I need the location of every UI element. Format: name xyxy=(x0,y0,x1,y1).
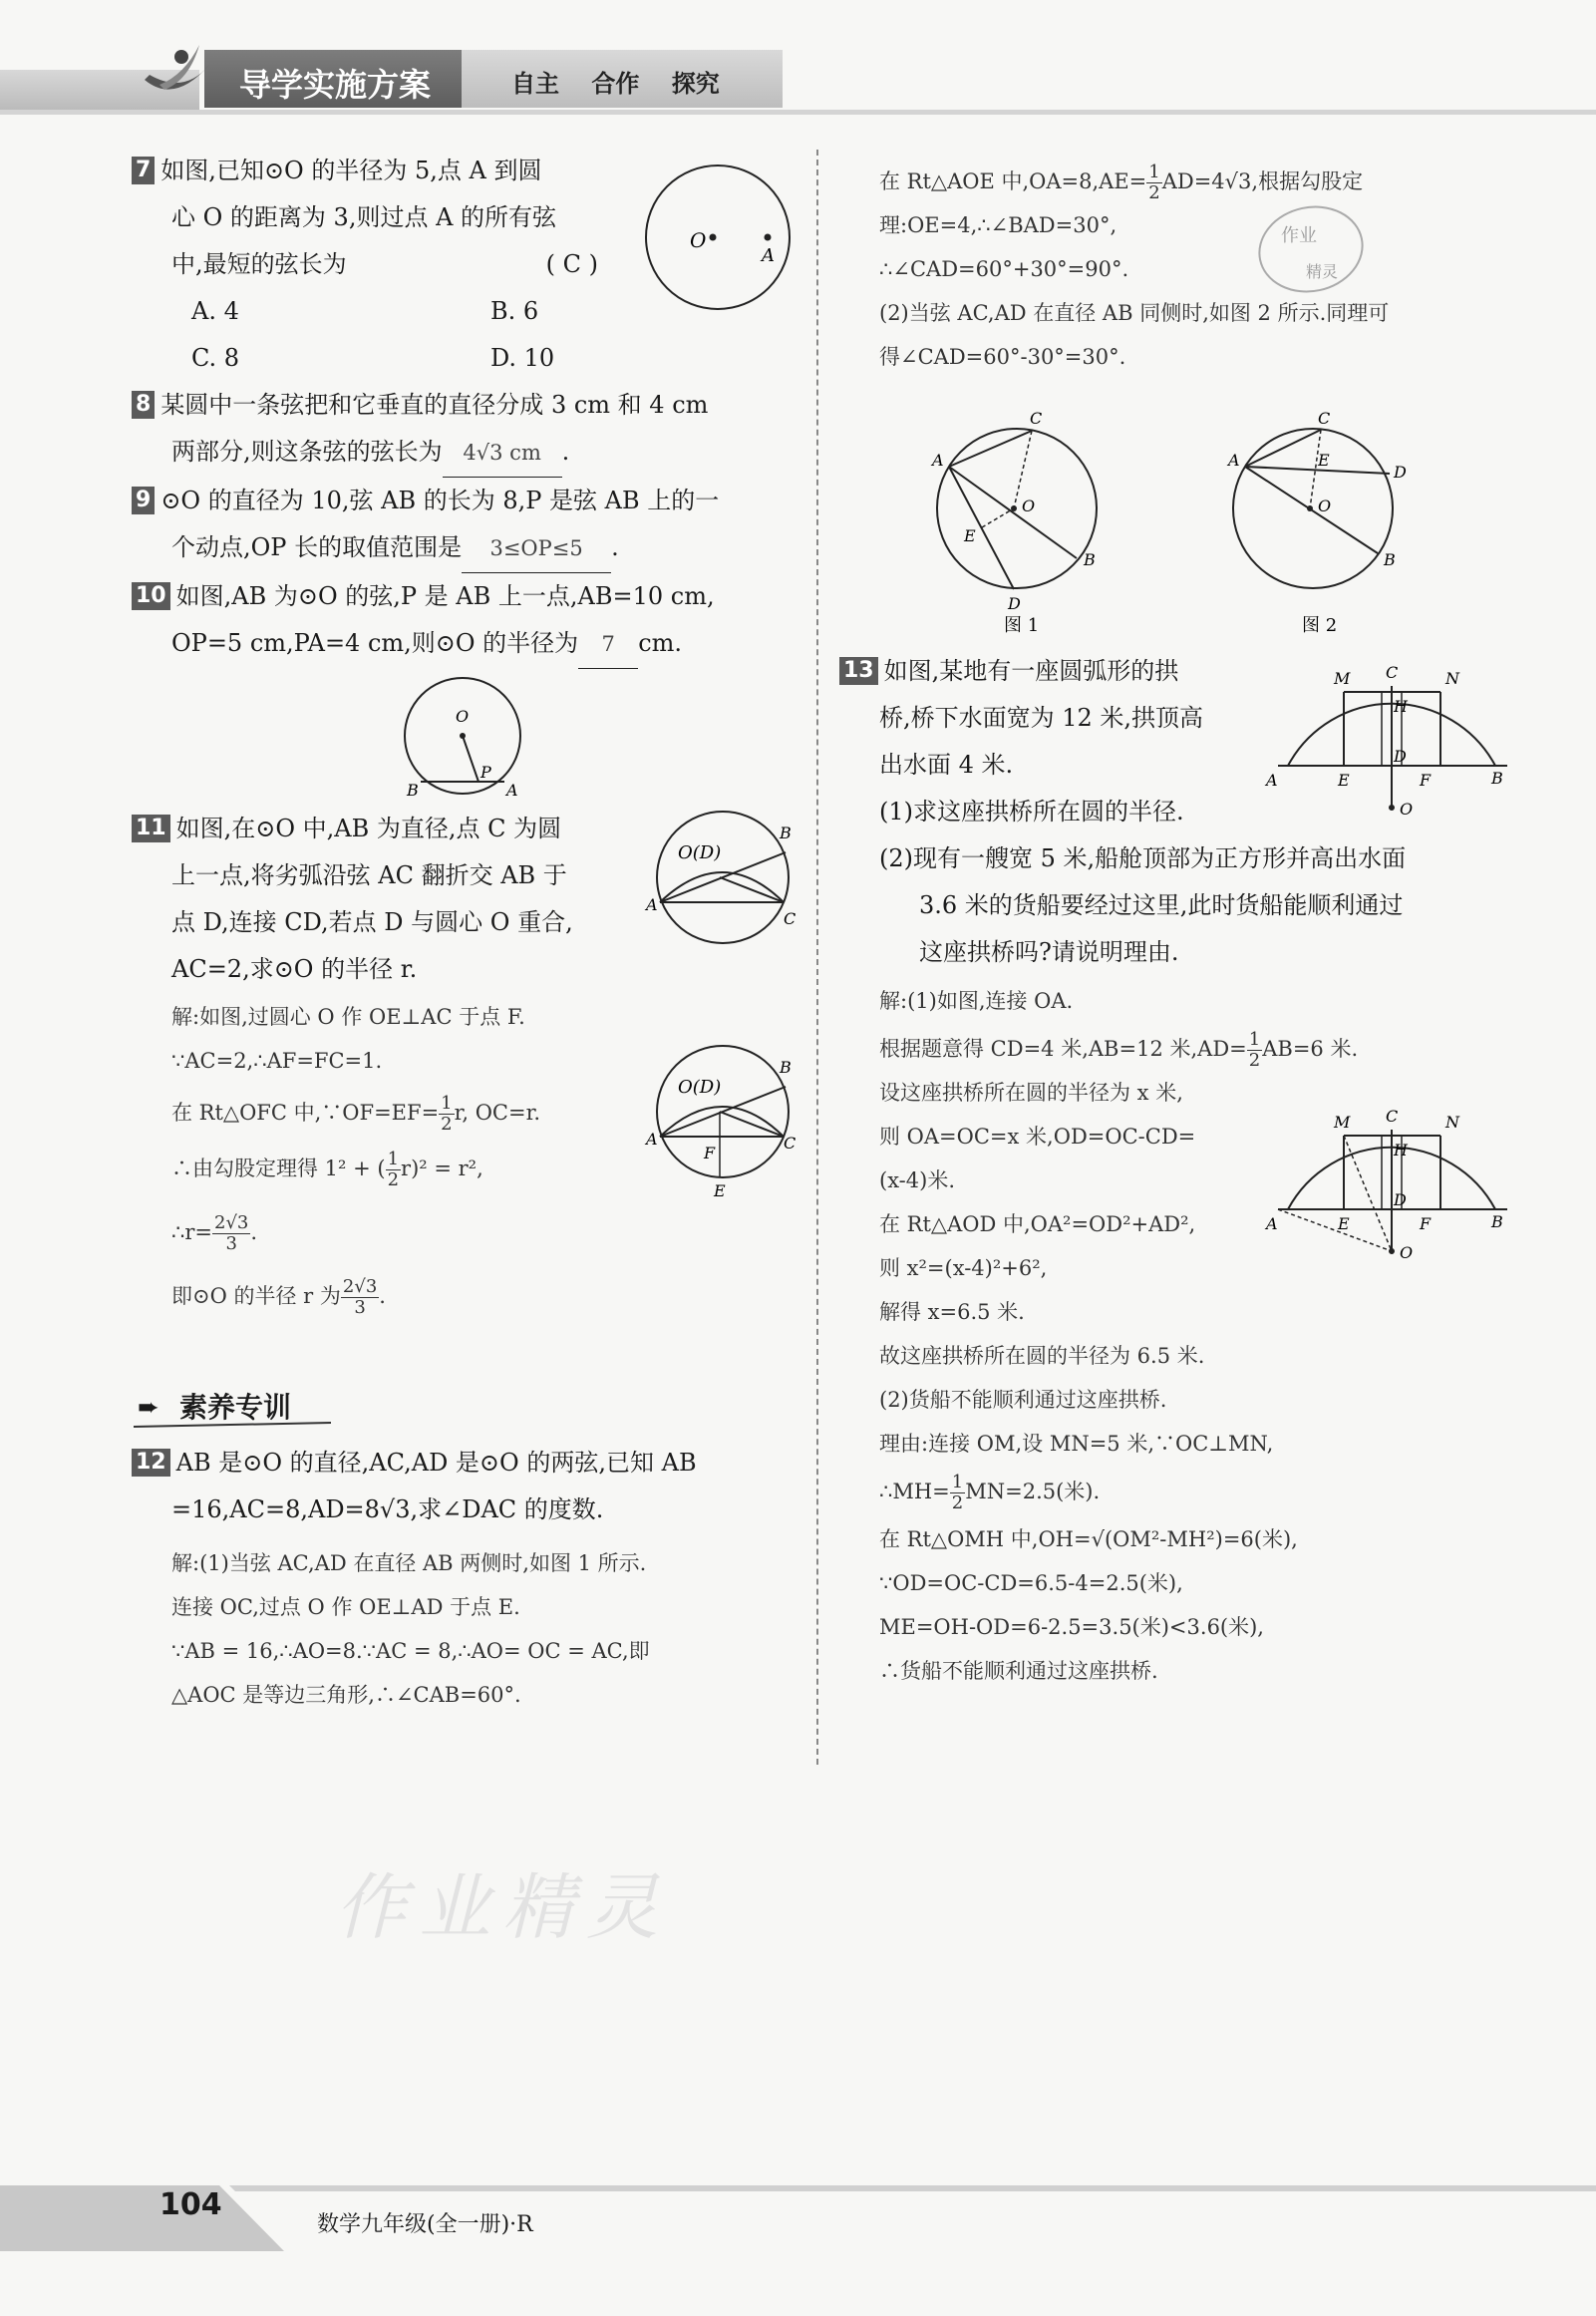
label-b: B xyxy=(780,824,792,842)
numerator: 2√3 xyxy=(342,1276,378,1297)
q13-line6: 3.6 米的货船要经过这里,此时货船能顺利通过 xyxy=(919,891,1404,919)
q8-line1: 某圆中一条弦把和它垂直的直径分成 3 cm 和 4 cm xyxy=(160,391,709,419)
q11-solution-line4: ∴由勾股定理得 1² + ( xyxy=(171,1157,386,1180)
watermark: 作业精灵 xyxy=(335,1865,671,1949)
label-c: C xyxy=(1386,663,1399,682)
q13-bridge-figure-2 xyxy=(1266,1102,1515,1276)
q12-line2: =16,AC=8,AD=8√3,求∠DAC 的度数. xyxy=(171,1495,604,1523)
q13-solution-line7: 则 x²=(x-4)²+6², xyxy=(879,1256,1048,1280)
label-e: E xyxy=(714,1181,726,1200)
label-o: O xyxy=(1318,496,1332,515)
column-divider xyxy=(816,150,818,1765)
q12-solution-line5: 在 Rt△AOE 中,OA=8,AE= xyxy=(879,169,1147,193)
q10-line2: OP=5 cm,PA=4 cm,则⊙O 的半径为 xyxy=(171,629,579,657)
label-c: C xyxy=(1386,1107,1399,1126)
label-m: M xyxy=(1334,1113,1351,1132)
q13-solution-line9: 故这座拱桥所在圆的半径为 6.5 米. xyxy=(879,1344,1205,1368)
label-a: A xyxy=(1266,1214,1278,1233)
q13-solution-line2: 根据题意得 CD=4 米,AB=12 米,AD= xyxy=(879,1037,1247,1061)
q7-line1: 如图,已知⊙O 的半径为 5,点 A 到圆 xyxy=(160,157,542,184)
question-number: 13 xyxy=(839,657,878,685)
q12-line1: AB 是⊙O 的直径,AC,AD 是⊙O 的两弦,已知 AB xyxy=(175,1449,697,1477)
label-c: C xyxy=(784,1134,797,1153)
question-8 xyxy=(132,382,799,478)
q11-circle-figure-1 xyxy=(648,803,798,952)
label-p: P xyxy=(480,763,491,782)
q13-solution-line13: 在 Rt△OMH 中,OH=√(OM²-MH²)=6(米), xyxy=(879,1527,1298,1551)
header-title: 导学实施方案 xyxy=(239,66,432,104)
q12-solution-line3: ∵AB = 16,∴AO=8.∵AC = 8,∴AO= OC = AC,即 xyxy=(171,1639,650,1663)
label-d: D xyxy=(1394,747,1407,766)
label-h: H xyxy=(1394,1141,1408,1159)
fraction xyxy=(341,1277,379,1318)
footer-bar xyxy=(0,2171,1596,2251)
fraction xyxy=(386,1150,401,1190)
fraction xyxy=(1247,1030,1262,1071)
numerator: 1 xyxy=(1248,1029,1261,1050)
label-o: O xyxy=(456,707,470,726)
q13-line1: 如图,某地有一座圆弧形的拱 xyxy=(883,657,1179,685)
label-e: E xyxy=(1338,771,1350,790)
label-f: F xyxy=(1420,1214,1432,1233)
section-header xyxy=(132,1389,341,1427)
stamp-seal xyxy=(1251,199,1371,299)
q13-solution-line16: ∴货船不能顺利通过这座拱桥. xyxy=(879,1659,1158,1683)
question-number: 10 xyxy=(132,582,170,610)
q12-solution-line1: 解:(1)当弦 AC,AD 在直径 AB 两侧时,如图 1 所示. xyxy=(171,1551,647,1575)
q8-answer: 4√3 cm xyxy=(443,430,562,478)
q12-solution-line2: 连接 OC,过点 O 作 OE⊥AD 于点 E. xyxy=(171,1595,520,1619)
fraction xyxy=(1146,163,1161,203)
q12-solution-line4: △AOC 是等边三角形,∴∠CAB=60°. xyxy=(171,1683,521,1707)
denominator: 2 xyxy=(387,1169,400,1190)
question-10 xyxy=(132,573,799,669)
q13-solution-line12-end: MN=2.5(米). xyxy=(965,1480,1101,1503)
q7-line2: 心 O 的距离为 3,则过点 A 的所有弦 xyxy=(171,203,557,231)
numerator: 2√3 xyxy=(214,1212,249,1233)
section-underline xyxy=(132,1419,341,1429)
q11-solution-line1: 解:如图,过圆心 O 作 OE⊥AC 于点 F. xyxy=(171,1005,525,1029)
label-d: D xyxy=(1008,594,1021,613)
label-o: O xyxy=(690,228,707,252)
q13-line5: (2)现有一艘宽 5 米,船舱顶部为正方形并高出水面 xyxy=(879,844,1407,872)
label-a: A xyxy=(762,245,775,266)
q13-solution-line12: ∴MH= xyxy=(879,1480,950,1503)
q12-figure-1 xyxy=(922,404,1121,643)
q13-solution-line4: 则 OA=OC=x 米,OD=OC-CD= xyxy=(879,1125,1196,1149)
label-e: E xyxy=(1318,451,1330,470)
label-b: B xyxy=(1384,550,1396,569)
logo-icon xyxy=(140,35,219,115)
q13-line4: (1)求这座拱桥所在圆的半径. xyxy=(879,798,1184,826)
footer-text: 数学九年级(全一册)·R xyxy=(317,2212,533,2237)
q13-solution xyxy=(879,979,1557,1693)
label-d: D xyxy=(1394,1190,1407,1209)
figure-2-caption: 图 2 xyxy=(1302,615,1338,636)
q13-solution-line2-end: AB=6 米. xyxy=(1262,1037,1359,1061)
q13-solution-line5: (x-4)米. xyxy=(879,1168,955,1192)
q13-bridge-figure-1 xyxy=(1266,658,1515,832)
label-e: E xyxy=(1338,1214,1350,1233)
denominator: 2 xyxy=(1248,1050,1261,1071)
figure-1-caption: 图 1 xyxy=(1004,615,1040,636)
label-a: A xyxy=(646,895,658,914)
q10-answer: 7 xyxy=(578,621,638,669)
denominator: 2 xyxy=(951,1492,964,1513)
q7-option-b: B. 6 xyxy=(490,297,539,325)
question-number: 7 xyxy=(132,157,155,184)
label-c: C xyxy=(1030,409,1043,428)
q13-solution-line1: 解:(1)如图,连接 OA. xyxy=(879,989,1074,1013)
question-13 xyxy=(839,648,1268,835)
label-n: N xyxy=(1445,1113,1459,1132)
label-od: O(D) xyxy=(678,1077,722,1098)
label-c: C xyxy=(1318,409,1331,428)
arrow-icon: ➨ xyxy=(138,1393,160,1423)
page-number: 104 xyxy=(160,2187,222,2222)
label-a: A xyxy=(1266,771,1278,790)
denominator: 2 xyxy=(441,1114,453,1135)
label-m: M xyxy=(1334,669,1351,688)
q13-solution-line15: ME=OH-OD=6-2.5=3.5(米)<3.6(米), xyxy=(879,1615,1264,1639)
q9-answer: 3≤OP≤5 xyxy=(462,525,611,573)
q7-line3: 中,最短的弦长为 xyxy=(171,250,347,278)
label-b: B xyxy=(1491,769,1503,788)
q11-solution-line3-end: r, OC=r. xyxy=(454,1101,540,1125)
label-h: H xyxy=(1394,697,1408,716)
question-11 xyxy=(132,806,650,993)
q8-line2: 两部分,则这条弦的弦长为 xyxy=(171,438,443,466)
label-c: C xyxy=(784,909,797,928)
header-divider xyxy=(0,110,1596,115)
q8-end: . xyxy=(561,438,570,466)
label-b: B xyxy=(407,781,419,800)
q12-solution-line6: 理:OE=4,∴∠BAD=30°, xyxy=(879,213,1117,237)
denominator: 3 xyxy=(354,1297,366,1318)
q13-solution-line14: ∵OD=OC-CD=6.5-4=2.5(米), xyxy=(879,1571,1183,1595)
label-f: F xyxy=(704,1144,716,1162)
label-b: B xyxy=(1491,1212,1503,1231)
q11-line3: 点 D,连接 CD,若点 D 与圆心 O 重合, xyxy=(171,908,573,936)
q12-figure-2 xyxy=(1218,404,1418,643)
numerator: 1 xyxy=(441,1093,453,1114)
question-number: 8 xyxy=(132,391,155,419)
label-f: F xyxy=(1420,771,1432,790)
q9-end: . xyxy=(611,533,619,561)
question-number: 9 xyxy=(132,487,155,514)
q7-circle-figure xyxy=(638,158,798,317)
question-9 xyxy=(132,478,799,573)
q11-solution-line5-end: . xyxy=(250,1220,258,1244)
q7-option-d: D. 10 xyxy=(490,344,555,372)
q11-solution xyxy=(171,995,650,1318)
label-e: E xyxy=(964,526,976,545)
q13-solution-line11: 理由:连接 OM,设 MN=5 米,∵OC⊥MN, xyxy=(879,1432,1274,1456)
q9-line2: 个动点,OP 长的取值范围是 xyxy=(171,533,463,561)
q12-solution-line8: (2)当弦 AC,AD 在直径 AB 同侧时,如图 2 所示.同理可 xyxy=(879,301,1390,325)
q12-solution-line7: ∴∠CAD=60°+30°=90°. xyxy=(879,257,1129,281)
q12-solution-line9: 得∠CAD=60°-30°=30°. xyxy=(879,345,1126,369)
fraction xyxy=(439,1094,454,1135)
q13-line3: 出水面 4 米. xyxy=(879,751,1014,779)
label-o: O xyxy=(1400,800,1414,819)
denominator: 3 xyxy=(225,1233,237,1254)
q13-solution-line6: 在 Rt△AOD 中,OA²=OD²+AD², xyxy=(879,1212,1196,1236)
q9-line1: ⊙O 的直径为 10,弦 AB 的长为 8,P 是弦 AB 上的一 xyxy=(160,487,720,514)
section-title: 素养专训 xyxy=(179,1391,292,1424)
q10-line1: 如图,AB 为⊙O 的弦,P 是 AB 上一点,AB=10 cm, xyxy=(175,582,715,610)
q13-solution-line8: 解得 x=6.5 米. xyxy=(879,1300,1025,1324)
question-number: 11 xyxy=(132,815,170,842)
q11-solution-line3: 在 Rt△OFC 中,∵OF=EF= xyxy=(171,1101,440,1125)
label-o: O xyxy=(1022,496,1036,515)
q12-solution-left xyxy=(171,1541,809,1717)
label-b: B xyxy=(1084,550,1096,569)
question-12 xyxy=(132,1440,799,1533)
q12-solution-right xyxy=(879,160,1517,379)
label-a: A xyxy=(1228,451,1240,470)
q10-end: cm. xyxy=(638,629,683,657)
q10-circle-figure xyxy=(399,678,538,803)
q11-line1: 如图,在⊙O 中,AB 为直径,点 C 为圆 xyxy=(175,815,562,842)
stamp-text-1: 作业 xyxy=(1281,225,1317,246)
numerator: 1 xyxy=(951,1472,964,1492)
question-13-part2 xyxy=(879,835,1557,976)
q11-solution-line6-end: . xyxy=(379,1284,386,1308)
q12-solution-line5-end: AD=4√3,根据勾股定 xyxy=(1161,169,1364,193)
q11-circle-figure-2 xyxy=(648,1037,798,1206)
q11-solution-line4-end: r)² = r², xyxy=(401,1157,483,1180)
header-tags: 自主 合作 探究 xyxy=(511,70,720,98)
label-a: A xyxy=(932,451,944,470)
label-a: A xyxy=(506,781,518,800)
q11-line2: 上一点,将劣弧沿弦 AC 翻折交 AB 于 xyxy=(171,861,567,889)
numerator: 1 xyxy=(387,1149,400,1169)
q11-line4: AC=2,求⊙O 的半径 r. xyxy=(171,955,418,983)
fraction xyxy=(212,1213,250,1254)
denominator: 2 xyxy=(1148,182,1160,203)
q11-solution-line5: ∴r= xyxy=(171,1220,212,1244)
q13-solution-line3: 设这座拱桥所在圆的半径为 x 米, xyxy=(879,1081,1183,1105)
label-b: B xyxy=(780,1058,792,1077)
label-a: A xyxy=(646,1130,658,1149)
page-header xyxy=(0,40,788,112)
label-n: N xyxy=(1445,669,1459,688)
q11-solution-line6: 即⊙O 的半径 r 为 xyxy=(171,1284,341,1308)
q7-answer: ( C ) xyxy=(545,250,598,278)
q11-solution-line2: ∵AC=2,∴AF=FC=1. xyxy=(171,1049,383,1073)
label-d: D xyxy=(1394,463,1407,482)
question-number: 12 xyxy=(132,1449,170,1477)
label-o: O xyxy=(1400,1243,1414,1262)
stamp-text-2: 精灵 xyxy=(1306,262,1339,281)
q13-solution-line10: (2)货船不能顺利通过这座拱桥. xyxy=(879,1388,1167,1412)
fraction xyxy=(950,1473,965,1513)
q13-line7: 这座拱桥吗?请说明理由. xyxy=(919,938,1179,966)
q7-option-c: C. 8 xyxy=(191,344,240,372)
numerator: 1 xyxy=(1148,162,1160,182)
label-od: O(D) xyxy=(678,842,722,863)
q7-option-a: A. 4 xyxy=(191,297,239,325)
q13-line2: 桥,桥下水面宽为 12 米,拱顶高 xyxy=(879,704,1204,732)
